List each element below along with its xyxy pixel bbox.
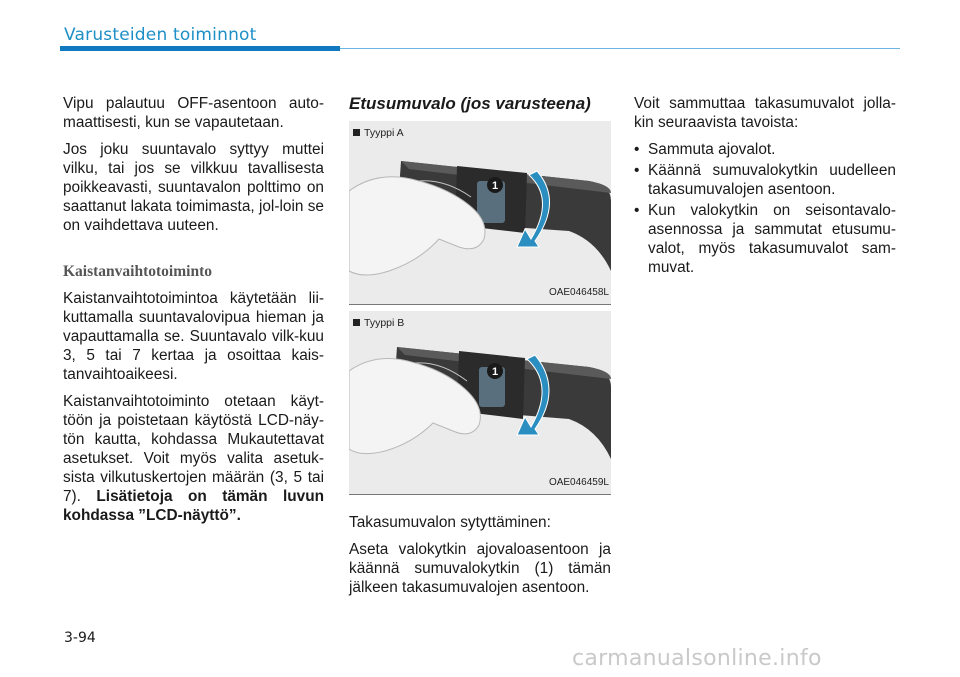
list-item: • Sammuta ajovalot. [634, 140, 896, 159]
subheading: Kaistanvaihtotoiminto [63, 263, 212, 280]
paragraph: Jos joku suuntavalo syttyy muttei vilku, tai jos se vilkkuu tavallisesta poikkeavasti, suuntavalon polttimo on saattanut lakata toimimasta, jol-loin se on vaihdettava uuteen. [63, 141, 324, 234]
figure-label-text: Tyyppi A [364, 127, 404, 139]
column-left [63, 94, 324, 533]
watermark: carmanualsonline.info [572, 646, 822, 671]
paragraph: Vipu palautuu OFF-asentoon auto-maattisesti, kun se vapautetaan. [63, 95, 324, 131]
square-bullet-icon [353, 129, 360, 136]
figure-type-a [349, 121, 611, 305]
paragraph: Kaistanvaihtotoimintoa käytetään lii-kuttamalla suuntavalovipua hieman ja vapauttamalla se. Suuntavalo vilk-kuu 3, 5 tai 7 kertaa ja osoittaa kais-tanvaihtoaikeesi. [63, 290, 324, 383]
paragraph-text: Kaistanvaihtotoiminto otetaan käyt-töön ja poistetaan käytöstä LCD-näy-tön kautta, kohdassa Mukautettavat asetukset. Voit myös valita asetuk-sista vilkutuskertojen määrän (3, 5 tai 7). [63, 393, 324, 505]
column-middle [349, 94, 611, 605]
paragraph [63, 392, 324, 525]
instructions [349, 513, 611, 597]
column-right [634, 94, 896, 279]
paragraph: Voit sammuttaa takasumuvalot jolla-kin seuraavista tavoista: [634, 95, 896, 131]
callout-number: 1 [491, 180, 499, 192]
list-item: • Kun valokytkin on seisontavalo-asennossa ja sammutat etusumu-valot, myös takasumuvalot sam-muvat. [634, 201, 896, 277]
section-header: Varusteiden toiminnot [64, 25, 257, 45]
figure-label-text: Tyyppi B [364, 317, 405, 329]
bold-reference: Lisätietoja on tämän luvun kohdassa ”LCD-näyttö”. [63, 488, 324, 524]
header-rule-thick [60, 46, 340, 51]
section-title: Etusumuvalo (jos varusteena) [349, 94, 591, 113]
figure-type-b [349, 311, 611, 495]
header-rule-thin [340, 48, 900, 49]
figure-code: OAE046459L [548, 477, 609, 488]
stalk-illustration [349, 311, 611, 495]
figure-label [353, 314, 404, 333]
square-bullet-icon [353, 319, 360, 326]
page-number: 3-94 [64, 630, 96, 646]
bullet-list [634, 140, 896, 277]
paragraph: Takasumuvalon sytyttäminen: [349, 514, 551, 531]
figure-rule [349, 304, 611, 305]
figure-code: OAE046458L [548, 287, 609, 298]
callout-number: 1 [491, 366, 499, 378]
list-item: • Käännä sumuvalokytkin uudelleen takasumuvalojen asentoon. [634, 161, 896, 199]
figure-rule [349, 494, 611, 495]
stalk-illustration [349, 121, 611, 305]
paragraph: Aseta valokytkin ajovaloasentoon ja käännä sumuvalokytkin (1) tämän jälkeen takasumuvalojen asentoon. [349, 541, 611, 596]
figure-label [353, 124, 404, 143]
